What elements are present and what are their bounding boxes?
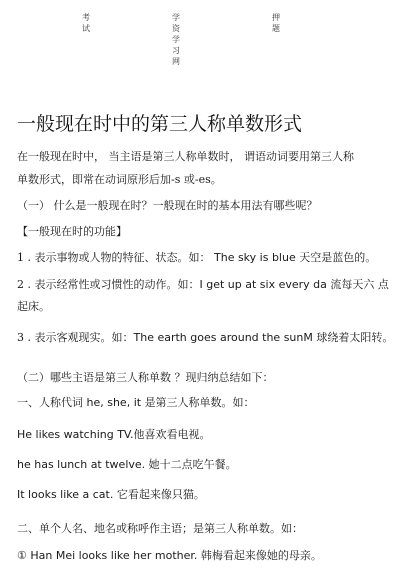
function-1-example: The sky is blue: [210, 251, 300, 264]
example-1: [17, 427, 211, 443]
header-label-predict: 押题: [272, 13, 280, 33]
question-what-is-present-tense: （一） 什么是一般现在时？一般现在时的基本用法有哪些呢？: [17, 199, 318, 212]
example-4-english: Han Mei looks like her mother.: [30, 549, 201, 562]
example-2-english: he has lunch at twelve.: [17, 458, 149, 471]
example-2-chinese: 她十二点吃午餐。: [148, 458, 237, 471]
function-1-text: 1 . 表示事物或人物的特征、状态。如：: [17, 251, 211, 264]
example-2: [17, 457, 237, 473]
question-third-person-subjects: （二）哪些主语是第三人称单数 ？现归纳总结如下：: [17, 371, 274, 384]
function-3-text: 3 . 表示客观现实。如：: [17, 331, 134, 344]
example-4-marker: ①: [17, 549, 31, 562]
function-3-translation: 球绕着太阳转。: [316, 331, 394, 344]
function-2-text: 2 . 表示经常性或习惯性的动作。如：: [17, 278, 200, 291]
example-4-chinese: 韩梅看起来像她的母亲。: [200, 549, 322, 562]
header-label-study-site: 学资学习网: [172, 13, 180, 66]
function-3: [17, 330, 393, 346]
header-label-exam: 考试: [82, 13, 90, 33]
function-2: [17, 277, 389, 293]
function-1: [17, 250, 376, 266]
example-1-english: He likes watching TV.: [17, 428, 134, 441]
intro-line-2: 单数形式，即常在动词原形后加-s 或-es。: [17, 173, 222, 186]
example-3-chinese: 它看起来像只猫。: [116, 488, 205, 501]
function-2-continuation: 起床。: [17, 300, 50, 313]
section-names-as-subject: 二、单个人名、地名或称呼作主语；是第三人称单数。如：: [17, 522, 303, 535]
intro-line-1: 在一般现在时中， 当主语是第三人称单数时， 谓语动词要用第三人称: [17, 150, 354, 163]
function-3-example: The earth goes around the sunM: [133, 331, 317, 344]
example-3-english: It looks like a cat.: [17, 488, 117, 501]
function-heading: 【一般现在时的功能】: [17, 225, 127, 238]
function-2-example: I get up at six every da: [199, 278, 331, 291]
section-personal-pronouns: [17, 395, 255, 411]
example-1-chinese: 他喜欢看电视。: [133, 428, 211, 441]
section-1-pronouns: he, she, it: [86, 396, 145, 409]
section-1-prefix: 一、人称代词: [17, 396, 87, 409]
section-1-suffix: 是第三人称单数。如：: [144, 396, 255, 409]
page-title: 一般现在时中的第三人称单数形式: [17, 113, 303, 135]
example-4: [17, 548, 322, 564]
example-3: [17, 487, 205, 503]
function-1-translation: 天空是蓝色的。: [299, 251, 377, 264]
function-2-translation: 流每天六 点: [330, 278, 389, 291]
